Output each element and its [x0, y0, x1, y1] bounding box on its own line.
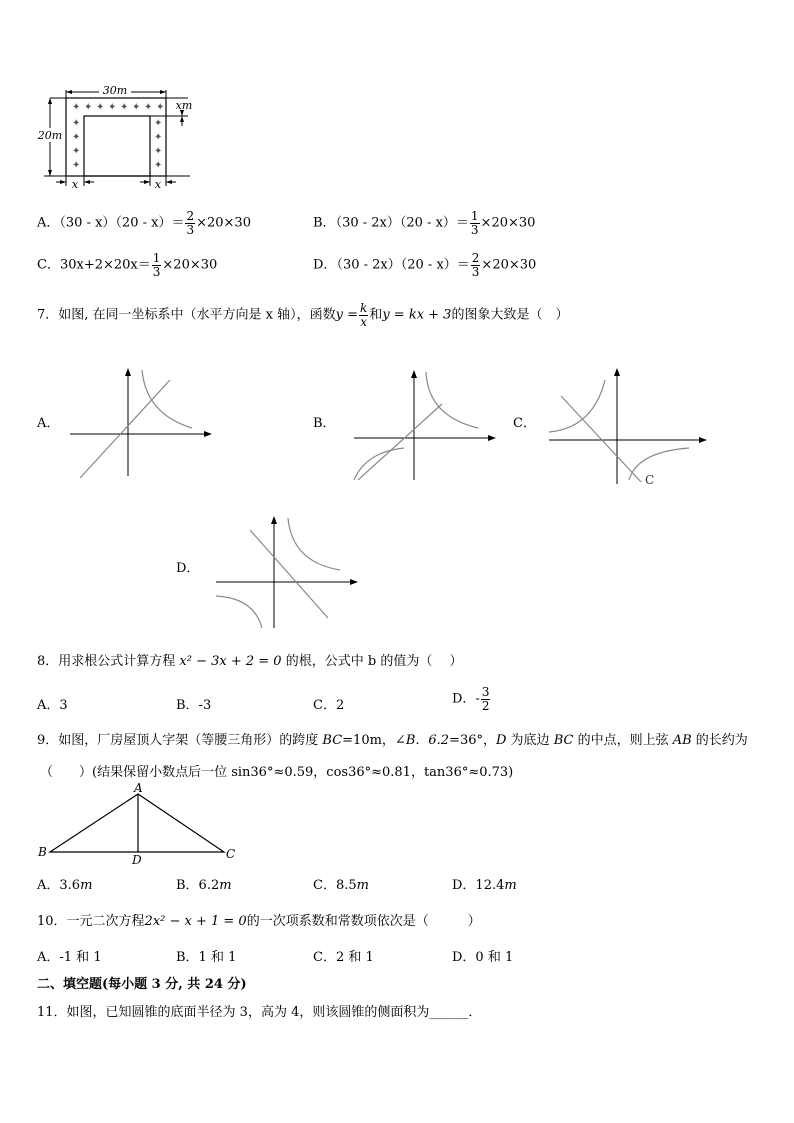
q8-equation: x² − 3x + 2 = 0	[179, 654, 282, 669]
q8-option-d[interactable]: D．- $\frac{3}{2}$	[452, 685, 490, 713]
q8-option-a[interactable]: A．3	[37, 698, 68, 713]
svg-text:✦: ✦	[96, 102, 105, 113]
svg-text:✦: ✦	[132, 102, 141, 113]
q9-option-c[interactable]: C．8.5m	[313, 878, 369, 893]
hyperbola-branch	[142, 370, 192, 428]
q7-option-c-label[interactable]: C．	[513, 416, 536, 431]
q8-option-c[interactable]: C．2	[313, 698, 345, 713]
q7-graph-c[interactable]	[545, 366, 715, 484]
q10-stem: 10．一元二次方程2x² − x + 1 = 0的一次项系数和常数项依次是（ ）	[37, 914, 481, 929]
q6-option-b[interactable]: B．（30 - 2x）（20 - x）＝ $\frac{1}{3}$ ×20×30	[313, 209, 536, 237]
q10-option-b[interactable]: B．1 和 1	[176, 950, 237, 965]
fraction: $\frac{1}{3}$	[152, 251, 161, 279]
q9-stem-line1: 9．如图，厂房屋顶人字架（等腰三角形）的跨度 BC=10m，∠B．6.2=36°，D 为底边 BC 的中点，则上弦 AB 的长约为	[37, 733, 748, 748]
q7-option-d-label[interactable]: D．	[176, 561, 200, 576]
q6-option-a[interactable]: A．（30 - x）（20 - x）＝ $\frac{2}{3}$ ×20×30	[37, 209, 251, 237]
svg-text:✦: ✦	[72, 102, 81, 113]
q9-option-b[interactable]: B．6.2m	[176, 878, 232, 893]
q7-stem: 7．如图, 在同一坐标系中（水平方向是 x 轴），函数y = $\frac{k}{x}$ 和y = kx + 3的图象大致是（ ）	[37, 301, 569, 329]
hyperbola-branch	[549, 380, 605, 432]
side-label-xm: xm	[175, 99, 193, 112]
q8-option-b[interactable]: B．-3	[176, 698, 212, 713]
hyperbola-branch	[629, 448, 689, 480]
triangle-abc	[50, 794, 224, 852]
svg-text:✦: ✦	[72, 118, 81, 129]
svg-text:✦: ✦	[72, 146, 81, 157]
svg-text:✦: ✦	[154, 146, 163, 157]
q9-stem-line2: （ ）(结果保留小数点后一位 sin36°≈0.59，cos36°≈0.81，tan36°≈0.73)	[40, 765, 514, 780]
width-label: 30m	[102, 84, 128, 97]
svg-text:✦: ✦	[120, 102, 129, 113]
hyperbola-branch	[216, 596, 262, 628]
q8-stem: 8．用求根公式计算方程 x² − 3x + 2 = 0 的根，公式中 b 的值为（ ）	[37, 654, 463, 669]
q7-graph-b[interactable]	[350, 368, 500, 480]
svg-text:✦: ✦	[154, 118, 163, 129]
svg-text:✦: ✦	[72, 132, 81, 143]
svg-text:✦: ✦	[84, 102, 93, 113]
fraction: $\frac{2}{3}$	[186, 209, 195, 237]
q9-option-d[interactable]: D．12.4m	[452, 878, 517, 893]
svg-text:✦: ✦	[154, 160, 163, 171]
fraction-k-over-x: $\frac{k}{x}$	[360, 301, 368, 329]
point-d: D	[132, 853, 142, 866]
section-heading: 二、填空题(每小题 3 分, 共 24 分)	[37, 977, 247, 992]
inner-rectangle	[84, 116, 150, 176]
stray-label: C	[645, 473, 655, 484]
fraction: $\frac{3}{2}$	[481, 685, 490, 713]
bottom-x-left: x	[71, 178, 79, 191]
svg-text:✦: ✦	[144, 102, 153, 113]
fraction: $\frac{2}{3}$	[471, 251, 480, 279]
q10-option-a[interactable]: A．-1 和 1	[37, 950, 102, 965]
hyperbola-branch	[288, 518, 340, 570]
svg-text:✦: ✦	[72, 160, 81, 171]
line-graph	[80, 380, 170, 478]
vertex-b: B	[38, 845, 47, 859]
q7-graph-a[interactable]	[66, 366, 216, 478]
svg-text:✦: ✦	[108, 102, 117, 113]
line-graph	[561, 396, 641, 482]
line-graph	[250, 530, 328, 618]
roof-truss-diagram	[36, 780, 246, 866]
q10-equation: 2x² − x + 1 = 0	[144, 914, 247, 929]
q6-option-d[interactable]: D．（30 - 2x）（20 - x）＝ $\frac{2}{3}$ ×20×30	[313, 251, 537, 279]
hyperbola-branch	[426, 372, 478, 428]
q10-option-c[interactable]: C．2 和 1	[313, 950, 374, 965]
q7-graph-d[interactable]	[212, 516, 362, 628]
q7-option-b-label[interactable]: B．	[313, 416, 336, 431]
garden-diagram	[36, 82, 196, 192]
svg-text:✦: ✦	[154, 132, 163, 143]
fraction: $\frac{1}{3}$	[470, 209, 479, 237]
q9-option-a[interactable]: A．3.6m	[37, 878, 93, 893]
bottom-x-right: x	[154, 178, 162, 191]
hyperbola-branch	[354, 448, 404, 480]
vertex-c: C	[226, 847, 236, 861]
vertex-a: A	[134, 781, 143, 795]
q6-option-c[interactable]: C．30x+2×20x＝ $\frac{1}{3}$ ×20×30	[37, 251, 218, 279]
q7-option-a-label[interactable]: A．	[37, 416, 60, 431]
q11-stem: 11．如图，已知圆锥的底面半径为 3，高为 4，则该圆锥的侧面积为______．	[37, 1005, 482, 1020]
line-graph	[358, 404, 442, 480]
height-label: 20m	[37, 129, 63, 142]
q10-option-d[interactable]: D．0 和 1	[452, 950, 514, 965]
svg-text:✦: ✦	[156, 102, 165, 113]
